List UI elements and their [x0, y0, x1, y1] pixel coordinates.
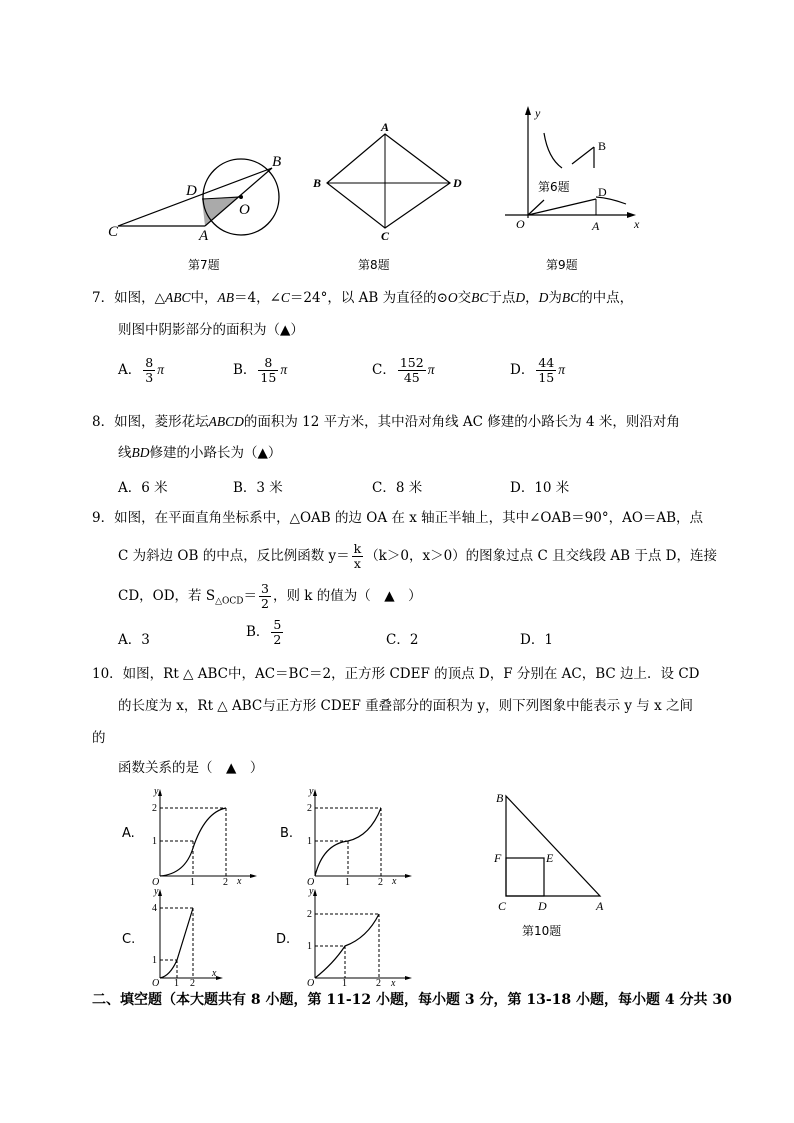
svg-text:y: y: [154, 786, 159, 797]
label-b: B: [598, 139, 607, 153]
svg-text:x: x: [391, 978, 396, 986]
fig10-caption: 第10题: [522, 924, 562, 938]
q9-option-d[interactable]: D．1: [520, 632, 553, 648]
q7-option-c[interactable]: C． $\frac{152}{45}$ π: [372, 355, 435, 385]
graph-c: [140, 886, 240, 986]
graph-a-label[interactable]: A.: [122, 826, 135, 841]
svg-text:x: x: [212, 968, 217, 979]
svg-text:1: 1: [307, 941, 312, 952]
label-e: E: [546, 851, 554, 865]
svg-text:x: x: [392, 876, 397, 886]
fig6-inner-caption: 第6题: [538, 180, 570, 194]
fig7-caption: 第7题: [188, 258, 220, 272]
q9-line2: C 为斜边 OB 的中点，反比例函数 y＝ $\frac{k}{x}$ （k＞0，x＞0）的图象过点 C 且交线段 AB 于点 D，连接: [118, 541, 717, 571]
graph-b: [295, 786, 415, 886]
figure-7: [100, 148, 290, 248]
svg-text:y: y: [154, 886, 159, 897]
label-d: D: [538, 899, 547, 913]
q10-line3: 的: [92, 730, 106, 746]
label-d: D: [453, 176, 462, 190]
svg-text:O: O: [307, 877, 315, 886]
q7-option-a[interactable]: A． $\frac{8}{3}$ π: [118, 355, 164, 385]
q10-line2: 的长度为 x，Rt △ ABC与正方形 CDEF 重叠部分的面积为 y，则下列图象中能表示 y 与 x 之间: [118, 698, 693, 714]
q8-line2: 线BD修建的小路长为（▲）: [118, 445, 282, 461]
q9-option-b[interactable]: B． $\frac{5}{2}$: [246, 617, 282, 647]
svg-text:2: 2: [190, 978, 195, 986]
q9-line1: 9．如图，在平面直角坐标系中，△OAB 的边 OA 在 x 轴正半轴上，其中∠OAB＝90°，AO＝AB，点: [92, 510, 704, 526]
label-a: A: [596, 899, 604, 913]
svg-text:2: 2: [307, 803, 312, 814]
svg-text:1: 1: [307, 836, 312, 847]
label-b: B: [272, 154, 282, 170]
svg-text:4: 4: [152, 903, 157, 914]
q8-option-b[interactable]: B．3 米: [233, 480, 283, 496]
svg-text:O: O: [152, 978, 160, 986]
label-a: A: [592, 219, 600, 233]
label-y: y: [535, 106, 541, 120]
label-b: B: [313, 176, 322, 190]
label-a: A: [199, 228, 209, 244]
label-a: A: [381, 120, 390, 134]
q7-option-d[interactable]: D． $\frac{44}{15}$ π: [510, 355, 565, 385]
svg-text:1: 1: [152, 955, 157, 966]
figure-9: [500, 100, 655, 240]
svg-text:2: 2: [152, 803, 157, 814]
q7-option-b[interactable]: B． $\frac{8}{15}$ π: [233, 355, 288, 385]
svg-text:y: y: [309, 786, 314, 797]
svg-text:1: 1: [152, 836, 157, 847]
q10-line1: 10．如图，Rt △ ABC中，AC＝BC＝2，正方形 CDEF 的顶点 D，F 分别在 AC，BC 边上．设 CD: [92, 666, 700, 682]
label-x: x: [634, 217, 640, 231]
svg-text:2: 2: [223, 877, 228, 886]
svg-text:x: x: [237, 876, 242, 886]
label-c: C: [381, 229, 390, 243]
q8-option-a[interactable]: A．6 米: [118, 480, 168, 496]
svg-text:2: 2: [307, 909, 312, 920]
svg-text:O: O: [152, 877, 160, 886]
q8-line1: 8．如图，菱形花坛ABCD的面积为 12 平方米，其中沿对角线 AC 修建的小路长为 4 米，则沿对角: [92, 414, 680, 430]
graph-a: [140, 786, 260, 886]
q9-line3: CD，OD，若 $S_{\triangle OCD}=$ $\frac{3}{2}$ ，则 k 的值为（ ▲ ）: [118, 581, 422, 611]
graph-d-label[interactable]: D.: [276, 932, 291, 947]
label-d: D: [598, 185, 607, 199]
q9-option-c[interactable]: C．2: [386, 632, 419, 648]
svg-text:1: 1: [190, 877, 195, 886]
q8-option-c[interactable]: C．8 米: [372, 480, 423, 496]
svg-text:1: 1: [342, 978, 347, 986]
label-d: D: [186, 183, 197, 199]
fig9-caption: 第9题: [546, 258, 578, 272]
graph-b-label[interactable]: B.: [280, 826, 294, 841]
label-c: C: [108, 224, 119, 240]
section2-title: 二、填空题（本大题共有 8 小题，第 11-12 小题，每小题 3 分，第 13-18 小题，每小题 4 分共 30: [92, 992, 732, 1008]
figure-10: [488, 786, 618, 916]
label-c: C: [498, 899, 507, 913]
fig8-caption: 第8题: [358, 258, 390, 272]
q10-line4: 函数关系的是（ ▲ ）: [118, 760, 264, 776]
q7-line1: 7．如图，△ABC中，AB＝4，∠C＝24°，以 AB 为直径的⊙O交BC于点D，D为BC的中点，: [92, 290, 634, 306]
label-f: F: [494, 851, 502, 865]
svg-text:1: 1: [345, 877, 350, 886]
label-o: O: [239, 202, 250, 218]
svg-text:y: y: [309, 886, 314, 897]
q8-option-d[interactable]: D．10 米: [510, 480, 570, 496]
svg-text:2: 2: [376, 978, 381, 986]
svg-text:1: 1: [174, 978, 179, 986]
q7-line2: 则图中阴影部分的面积为（▲）: [118, 322, 304, 338]
svg-text:2: 2: [378, 877, 383, 886]
graph-d: [295, 886, 415, 986]
label-o: O: [516, 217, 525, 231]
figure-8: [305, 120, 475, 245]
q9-option-a[interactable]: A．3: [118, 632, 150, 648]
svg-text:O: O: [307, 978, 315, 986]
graph-c-label[interactable]: C.: [122, 932, 136, 947]
label-b: B: [496, 791, 504, 805]
